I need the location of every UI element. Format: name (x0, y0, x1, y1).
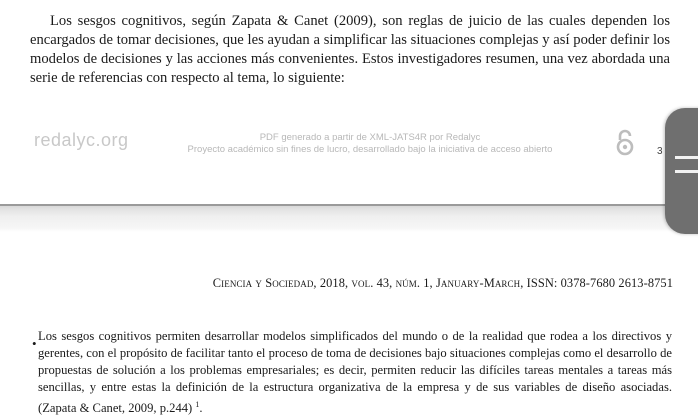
scroll-handle-grip-bottom (675, 170, 698, 173)
pdf-page-3 (0, 0, 698, 206)
footer-text (170, 132, 570, 156)
bullet-item (38, 328, 672, 417)
redalyc-logo[interactable]: redalyc.org (34, 130, 129, 150)
running-header-text: Ciencia y Sociedad, 2018, vol. 43, núm. 1, January-March, ISSN: 0378-7680 2613-8751 (212, 276, 673, 290)
page-footer (0, 124, 698, 174)
page-number: 3 (657, 146, 663, 157)
open-access-icon (614, 128, 636, 158)
footnote-link[interactable]: 1 (195, 400, 200, 409)
body-paragraph: Los sesgos cognitivos, según Zapata & Canet (2009), son reglas de juicio de las cuales dependen los encargados de tomar decisiones, que les ayudan a simplificar las situaciones complejas y así poder definir los modelos de decisiones y las acciones más convenientes. Estos investigadores resumen, una vez abordada una serie de referencias con respecto al tema, lo siguiente: (30, 13, 670, 86)
pdf-page-4 (0, 232, 698, 414)
bullet-text: Los sesgos cognitivos permiten desarrollar modelos simplificados del mundo o de la realidad que rodea a los directivos y gerentes, con el propósito de facilitar tanto el proceso de toma de decisiones bajo situaciones complejas como el desarrollo de propuestas de solución a los problemas empresariales; es decir, permiten reducir las difíciles tareas mentales a tareas más sencillas, y entre estas la definición de la estructura organizativa de la empresa y de sus variables de diseño asociadas. (Zapata & Canet, 2009, p.244) (38, 329, 672, 416)
footer-line-1: PDF generado a partir de XML-JATS4R por Redalyc (259, 132, 481, 143)
footer-line-2: Proyecto académico sin fines de lucro, desarrollado bajo la iniciativa de acceso abierto (187, 144, 553, 155)
bullet-marker: • (32, 336, 37, 351)
scroll-handle-grip-top (675, 156, 698, 159)
running-header (178, 276, 673, 291)
page-separator (0, 206, 698, 232)
scroll-handle[interactable] (665, 108, 698, 234)
bullet-trailing: . (199, 401, 203, 416)
